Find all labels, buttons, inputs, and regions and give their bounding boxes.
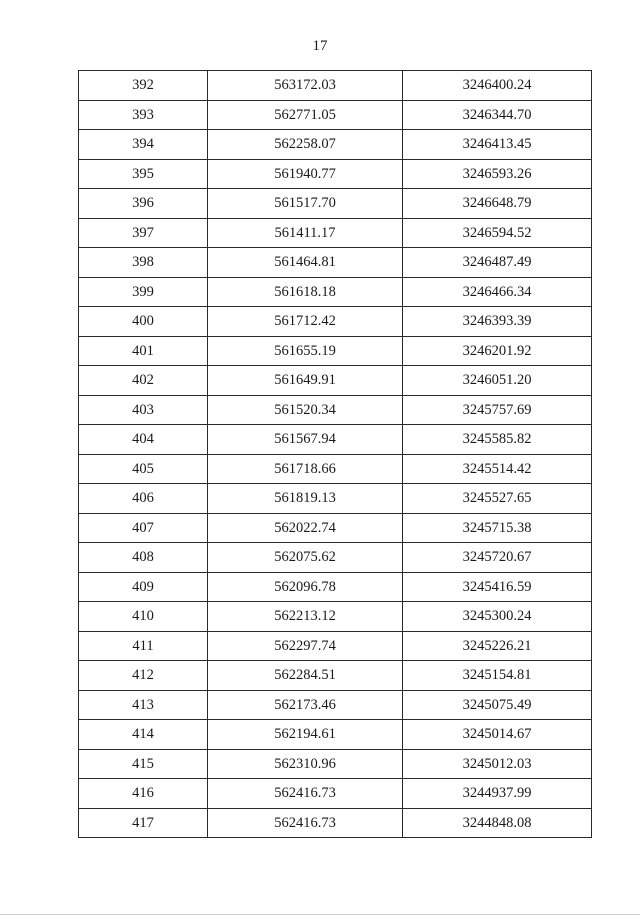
y-coordinate-cell: 3246051.20: [403, 366, 592, 396]
table-row: [79, 248, 592, 278]
x-coordinate-cell: 563172.03: [208, 71, 403, 101]
point-id-cell: 395: [79, 159, 208, 189]
x-coordinate-cell: 561649.91: [208, 366, 403, 396]
y-coordinate-cell: 3245514.42: [403, 454, 592, 484]
x-coordinate-cell: 562771.05: [208, 100, 403, 130]
x-coordinate-cell: 561618.18: [208, 277, 403, 307]
point-id-cell: 402: [79, 366, 208, 396]
point-id-cell: 414: [79, 720, 208, 750]
y-coordinate-cell: 3246593.26: [403, 159, 592, 189]
point-id-cell: 405: [79, 454, 208, 484]
table-row: [79, 720, 592, 750]
table-row: [79, 130, 592, 160]
table-row: [79, 218, 592, 248]
point-id-cell: 412: [79, 661, 208, 691]
table-row: [79, 277, 592, 307]
y-coordinate-cell: 3245527.65: [403, 484, 592, 514]
y-coordinate-cell: 3245585.82: [403, 425, 592, 455]
table-row: [79, 100, 592, 130]
point-id-cell: 406: [79, 484, 208, 514]
x-coordinate-cell: 561520.34: [208, 395, 403, 425]
point-id-cell: 392: [79, 71, 208, 101]
x-coordinate-cell: 562194.61: [208, 720, 403, 750]
y-coordinate-cell: 3246393.39: [403, 307, 592, 337]
table-row: [79, 749, 592, 779]
y-coordinate-cell: 3245226.21: [403, 631, 592, 661]
y-coordinate-cell: 3246413.45: [403, 130, 592, 160]
y-coordinate-cell: 3246466.34: [403, 277, 592, 307]
point-id-cell: 415: [79, 749, 208, 779]
point-id-cell: 399: [79, 277, 208, 307]
y-coordinate-cell: 3245416.59: [403, 572, 592, 602]
x-coordinate-cell: 562416.73: [208, 779, 403, 809]
table-row: [79, 572, 592, 602]
table-row: [79, 779, 592, 809]
point-id-cell: 409: [79, 572, 208, 602]
table-row: [79, 454, 592, 484]
y-coordinate-cell: 3245012.03: [403, 749, 592, 779]
table-row: [79, 543, 592, 573]
x-coordinate-cell: 561712.42: [208, 307, 403, 337]
page-number: 17: [312, 38, 328, 54]
table-row: [79, 189, 592, 219]
table-row: [79, 336, 592, 366]
y-coordinate-cell: 3245300.24: [403, 602, 592, 632]
x-coordinate-cell: 561567.94: [208, 425, 403, 455]
x-coordinate-cell: 561940.77: [208, 159, 403, 189]
y-coordinate-cell: 3244848.08: [403, 808, 592, 838]
table-row: [79, 690, 592, 720]
y-coordinate-cell: 3246344.70: [403, 100, 592, 130]
point-id-cell: 394: [79, 130, 208, 160]
point-id-cell: 404: [79, 425, 208, 455]
x-coordinate-cell: 561464.81: [208, 248, 403, 278]
point-id-cell: 411: [79, 631, 208, 661]
x-coordinate-cell: 562075.62: [208, 543, 403, 573]
point-id-cell: 396: [79, 189, 208, 219]
point-id-cell: 413: [79, 690, 208, 720]
point-id-cell: 407: [79, 513, 208, 543]
point-id-cell: 408: [79, 543, 208, 573]
table-row: [79, 631, 592, 661]
table-row: [79, 307, 592, 337]
table-row: [79, 366, 592, 396]
y-coordinate-cell: 3245715.38: [403, 513, 592, 543]
table-row: [79, 513, 592, 543]
x-coordinate-cell: 562258.07: [208, 130, 403, 160]
table-row: [79, 661, 592, 691]
point-id-cell: 417: [79, 808, 208, 838]
coordinate-table: [78, 70, 592, 838]
y-coordinate-cell: 3245757.69: [403, 395, 592, 425]
x-coordinate-cell: 562022.74: [208, 513, 403, 543]
x-coordinate-cell: 562416.73: [208, 808, 403, 838]
y-coordinate-cell: 3245075.49: [403, 690, 592, 720]
table-row: [79, 808, 592, 838]
y-coordinate-cell: 3245014.67: [403, 720, 592, 750]
x-coordinate-cell: 561718.66: [208, 454, 403, 484]
x-coordinate-cell: 561517.70: [208, 189, 403, 219]
point-id-cell: 403: [79, 395, 208, 425]
y-coordinate-cell: 3246201.92: [403, 336, 592, 366]
x-coordinate-cell: 561819.13: [208, 484, 403, 514]
x-coordinate-cell: 562173.46: [208, 690, 403, 720]
y-coordinate-cell: 3246400.24: [403, 71, 592, 101]
point-id-cell: 393: [79, 100, 208, 130]
point-id-cell: 410: [79, 602, 208, 632]
y-coordinate-cell: 3246594.52: [403, 218, 592, 248]
point-id-cell: 400: [79, 307, 208, 337]
point-id-cell: 397: [79, 218, 208, 248]
y-coordinate-cell: 3246648.79: [403, 189, 592, 219]
point-id-cell: 416: [79, 779, 208, 809]
point-id-cell: 398: [79, 248, 208, 278]
table-row: [79, 484, 592, 514]
bottom-rule: [0, 914, 640, 915]
table-row: [79, 395, 592, 425]
table-row: [79, 602, 592, 632]
point-id-cell: 401: [79, 336, 208, 366]
table-row: [79, 159, 592, 189]
x-coordinate-cell: 561655.19: [208, 336, 403, 366]
y-coordinate-cell: 3244937.99: [403, 779, 592, 809]
y-coordinate-cell: 3246487.49: [403, 248, 592, 278]
x-coordinate-cell: 561411.17: [208, 218, 403, 248]
x-coordinate-cell: 562096.78: [208, 572, 403, 602]
y-coordinate-cell: 3245720.67: [403, 543, 592, 573]
x-coordinate-cell: 562284.51: [208, 661, 403, 691]
table-row: [79, 425, 592, 455]
x-coordinate-cell: 562213.12: [208, 602, 403, 632]
x-coordinate-cell: 562297.74: [208, 631, 403, 661]
table-row: [79, 71, 592, 101]
y-coordinate-cell: 3245154.81: [403, 661, 592, 691]
x-coordinate-cell: 562310.96: [208, 749, 403, 779]
table-body: [79, 71, 592, 838]
